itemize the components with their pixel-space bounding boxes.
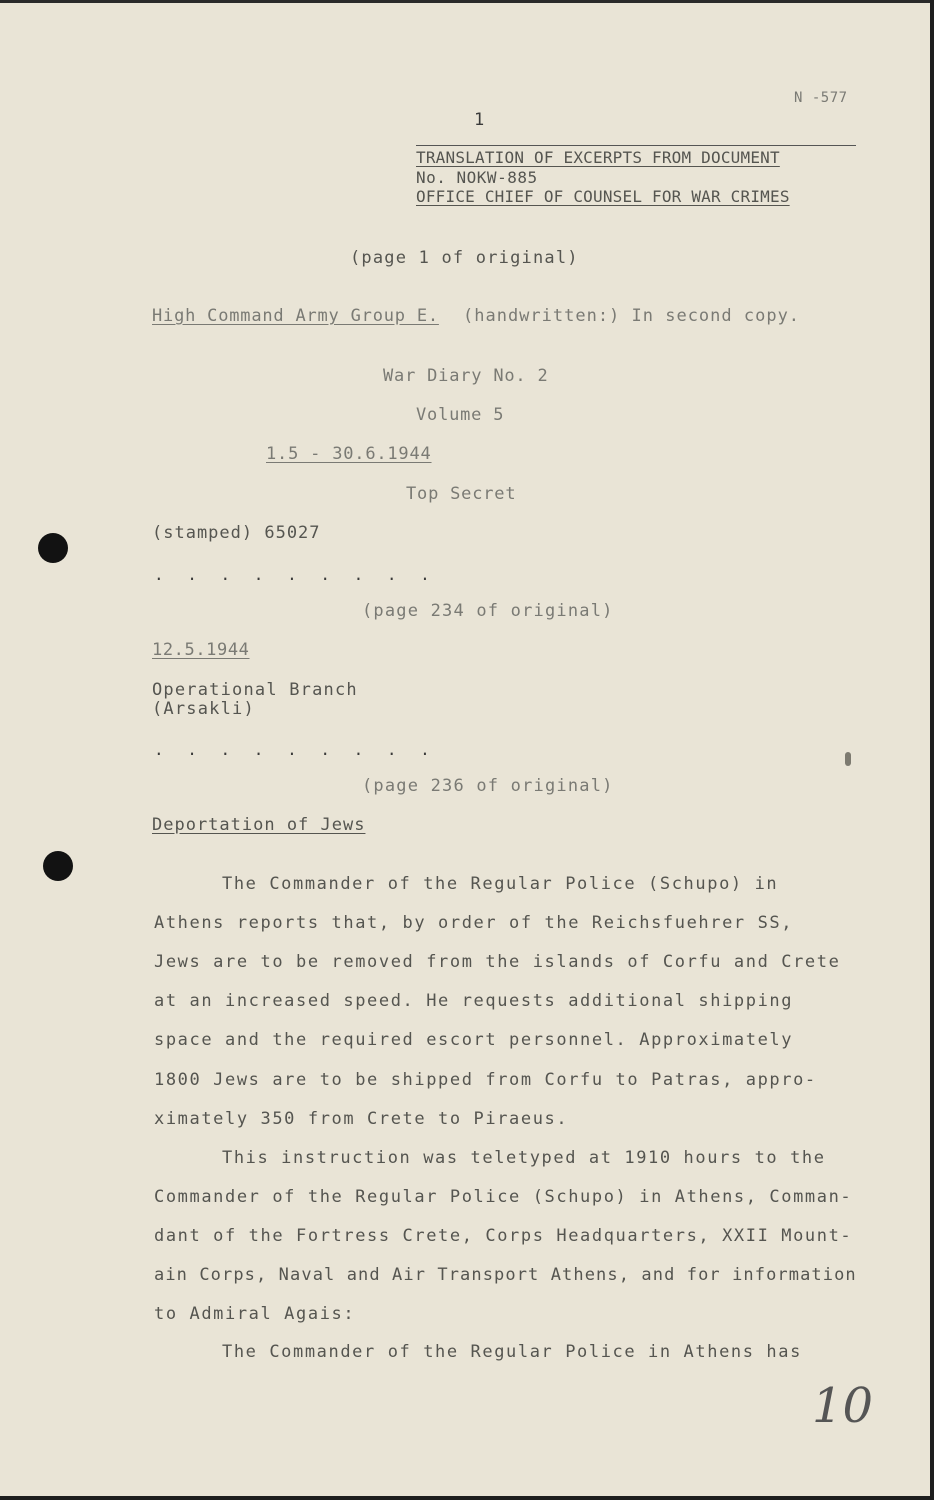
paragraph-line: This instruction was teletyped at 1910 hours to the <box>222 1148 826 1168</box>
original-page-ref-236: (page 236 of original) <box>362 776 614 796</box>
punch-hole-top <box>38 533 68 563</box>
paragraph-line: Commander of the Regular Police (Schupo) in Athens, Comman- <box>154 1187 853 1207</box>
header-office: OFFICE CHIEF OF COUNSEL FOR WAR CRIMES <box>416 187 790 206</box>
section-title: Deportation of Jews <box>152 815 366 835</box>
volume-number: Volume 5 <box>416 405 505 425</box>
branch-location: (Arsakli) <box>152 699 255 719</box>
branch-name: Operational Branch <box>152 680 358 700</box>
paragraph-line: Jews are to be removed from the islands of Corfu and Crete <box>154 952 841 972</box>
paragraph-line: dant of the Fortress Crete, Corps Headquarters, XXII Mount- <box>154 1226 853 1246</box>
classification: Top Secret <box>406 484 517 504</box>
punch-hole-bottom <box>43 851 73 881</box>
original-page-ref-1: (page 1 of original) <box>350 248 579 268</box>
handwritten-page-number: 10 <box>812 1378 874 1434</box>
high-command-heading: High Command Army Group E. <box>152 306 439 326</box>
date-range: 1.5 - 30.6.1944 <box>266 444 432 464</box>
paragraph-line: The Commander of the Regular Police (Schupo) in <box>222 874 779 894</box>
ellipsis-2: . . . . . . . . . <box>154 740 437 759</box>
handwritten-note: (handwritten:) In second copy. <box>463 306 801 326</box>
paragraph-line: 1800 Jews are to be shipped from Corfu to Patras, appro- <box>154 1070 817 1090</box>
paragraph-line: ain Corps, Naval and Air Transport Athens, and for information <box>154 1265 857 1285</box>
header-title: TRANSLATION OF EXCERPTS FROM DOCUMENT <box>416 148 780 167</box>
war-diary-number: War Diary No. 2 <box>383 366 549 386</box>
paragraph-line: at an increased speed. He requests additional shipping <box>154 991 794 1011</box>
stamp-number: (stamped) 65027 <box>152 523 321 543</box>
scan-top-edge <box>0 0 930 3</box>
original-page-ref-234: (page 234 of original) <box>362 601 614 621</box>
paragraph-line: to Admiral Agais: <box>154 1304 356 1324</box>
header-document-number: No. NOKW-885 <box>416 168 538 187</box>
entry-date: 12.5.1944 <box>152 640 250 660</box>
scan-speck <box>845 752 851 766</box>
paragraph-line: ximately 350 from Crete to Piraeus. <box>154 1109 569 1129</box>
page-number: 1 <box>474 110 485 130</box>
header-rule <box>416 145 856 146</box>
paragraph-line: space and the required escort personnel. Approximately <box>154 1030 794 1050</box>
document-code: N -577 <box>794 90 848 106</box>
paragraph-line: The Commander of the Regular Police in Athens has <box>222 1342 802 1362</box>
paragraph-line: Athens reports that, by order of the Reichsfuehrer SS, <box>154 913 794 933</box>
ellipsis-1: . . . . . . . . . <box>154 565 437 584</box>
